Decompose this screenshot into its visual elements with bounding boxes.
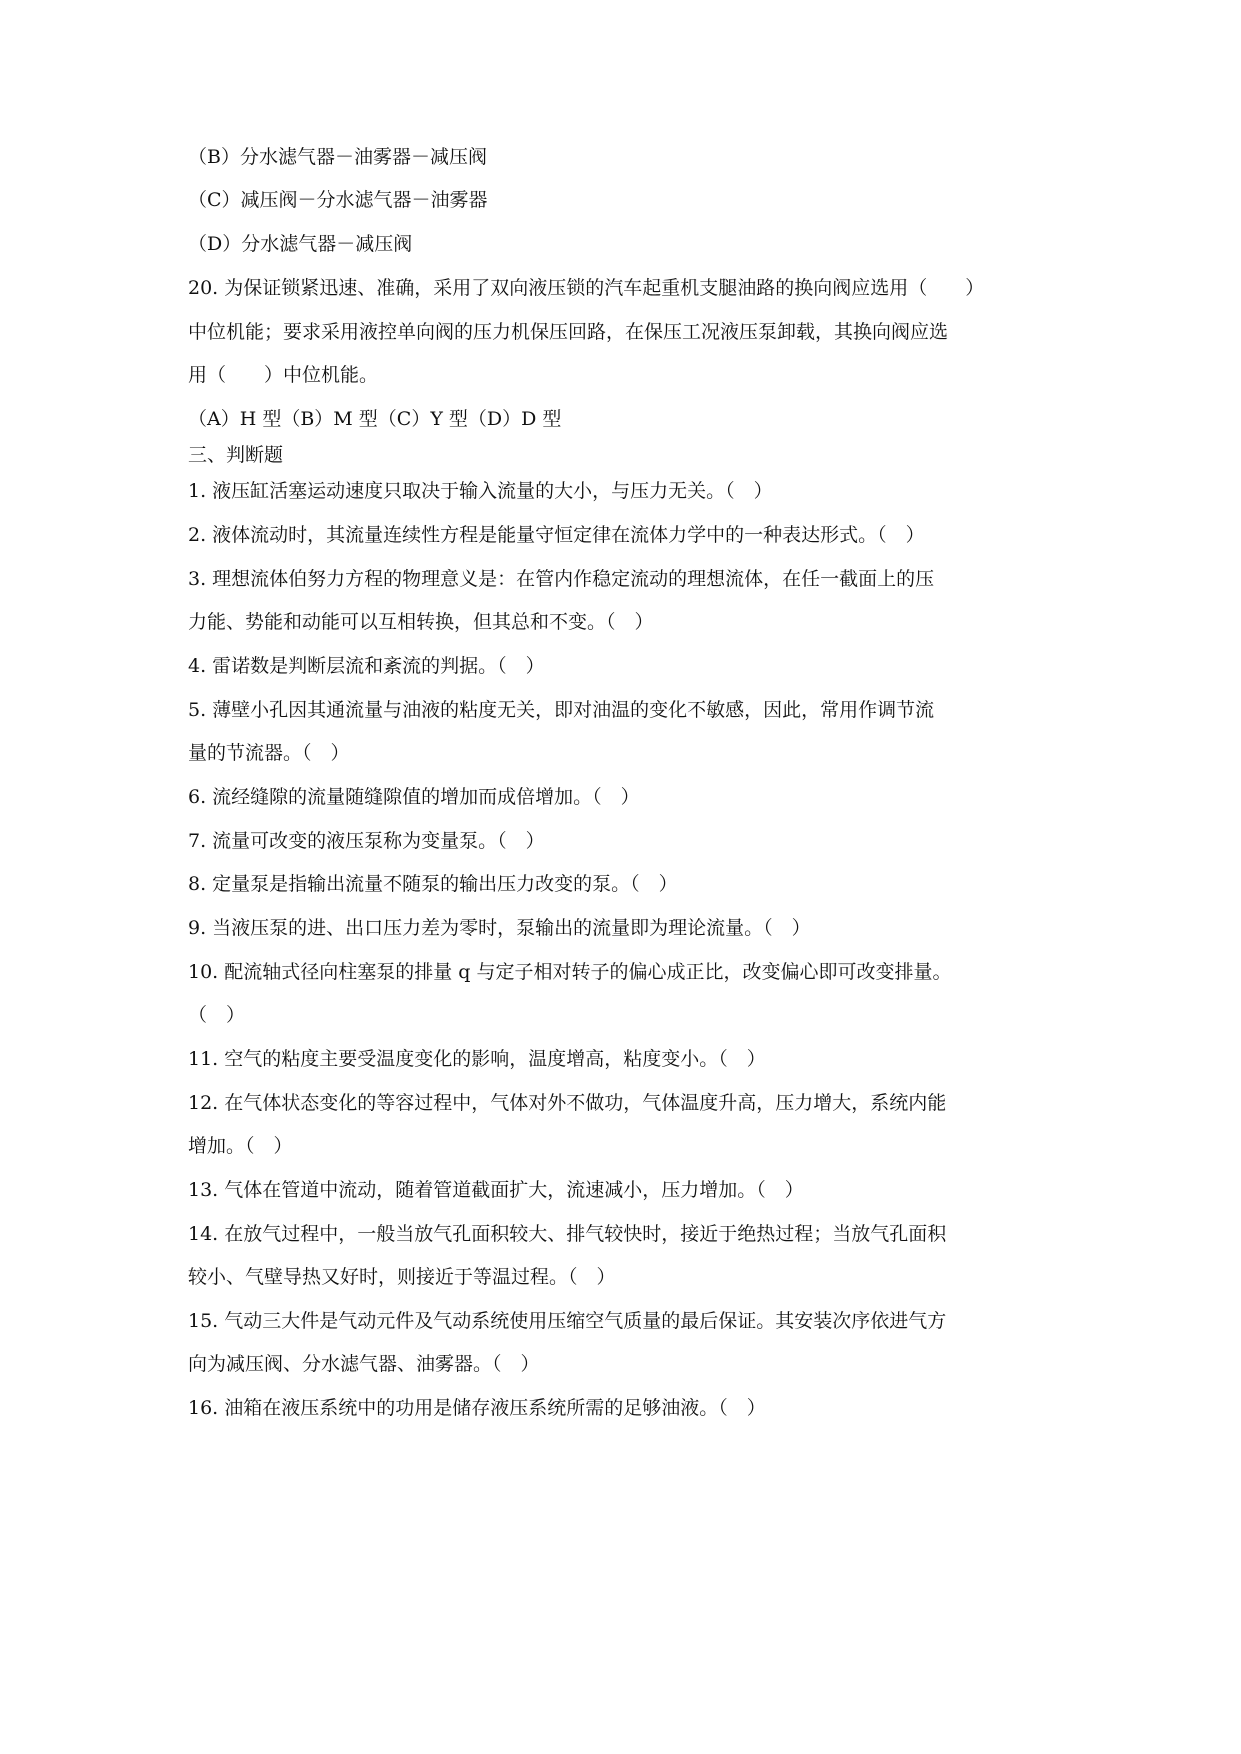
tf-8: 8. 定量泵是指输出流量不随泵的输出压力改变的泵。（ ） — [188, 873, 678, 895]
tf-3-line-1: 3. 理想流体伯努力方程的物理意义是：在管内作稳定流动的理想流体，在任一截面上的压 — [188, 568, 935, 590]
tf-14-line-1: 14. 在放气过程中，一般当放气孔面积较大、排气较快时，接近于绝热过程；当放气孔面积 — [188, 1223, 947, 1245]
tf-15-line-1: 15. 气动三大件是气动元件及气动系统使用压缩空气质量的最后保证。其安装次序依进气方 — [188, 1310, 947, 1332]
tf-11: 11. 空气的粘度主要受温度变化的影响，温度增高，粘度变小。（ ） — [188, 1048, 766, 1070]
tf-10-line-1: 10. 配流轴式径向柱塞泵的排量 q 与定子相对转子的偏心成正比，改变偏心即可改变排量。 — [188, 961, 952, 983]
tf-9: 9. 当液压泵的进、出口压力差为零时，泵输出的流量即为理论流量。（ ） — [188, 917, 811, 939]
question-20-line-2: 中位机能；要求采用液控单向阀的压力机保压回路，在保压工况液压泵卸载，其换向阀应选 — [188, 321, 949, 343]
question-20-options: （A）H 型（B）M 型（C）Y 型（D）D 型 — [188, 408, 562, 430]
tf-5-line-2: 量的节流器。（ ） — [188, 742, 350, 764]
question-20-line-3: 用（ ）中位机能。 — [188, 364, 379, 386]
option-b: （B）分水滤气器－油雾器－减压阀 — [188, 146, 487, 168]
tf-12-line-1: 12. 在气体状态变化的等容过程中，气体对外不做功，气体温度升高，压力增大，系统内能 — [188, 1092, 947, 1114]
option-d: （D）分水滤气器－减压阀 — [188, 233, 413, 255]
tf-1: 1. 液压缸活塞运动速度只取决于输入流量的大小，与压力无关。（ ） — [188, 480, 773, 502]
tf-16: 16. 油箱在液压系统中的功用是储存液压系统所需的足够油液。（ ） — [188, 1397, 766, 1419]
tf-3-line-2: 力能、势能和动能可以互相转换，但其总和不变。（ ） — [188, 611, 654, 633]
tf-14-line-2: 较小、气壁导热又好时，则接近于等温过程。（ ） — [188, 1266, 616, 1288]
tf-6: 6. 流经缝隙的流量随缝隙值的增加而成倍增加。（ ） — [188, 786, 640, 808]
tf-4: 4. 雷诺数是判断层流和紊流的判据。（ ） — [188, 655, 545, 677]
tf-13: 13. 气体在管道中流动，随着管道截面扩大，流速减小，压力增加。（ ） — [188, 1179, 804, 1201]
tf-7: 7. 流量可改变的液压泵称为变量泵。（ ） — [188, 830, 545, 852]
tf-12-line-2: 增加。（ ） — [188, 1135, 293, 1157]
question-20-line-1: 20. 为保证锁紧迅速、准确，采用了双向液压锁的汽车起重机支腿油路的换向阀应选用（ ） — [188, 277, 985, 299]
section-heading: 三、判断题 — [188, 444, 284, 466]
tf-10-line-2: （ ） — [188, 1004, 246, 1026]
tf-5-line-1: 5. 薄壁小孔因其通流量与油液的粘度无关，即对油温的变化不敏感，因此，常用作调节流 — [188, 699, 935, 721]
option-c: （C）减压阀－分水滤气器－油雾器 — [188, 189, 488, 211]
tf-2: 2. 液体流动时，其流量连续性方程是能量守恒定律在流体力学中的一种表达形式。（ ） — [188, 524, 925, 546]
tf-15-line-2: 向为减压阀、分水滤气器、油雾器。（ ） — [188, 1353, 540, 1375]
